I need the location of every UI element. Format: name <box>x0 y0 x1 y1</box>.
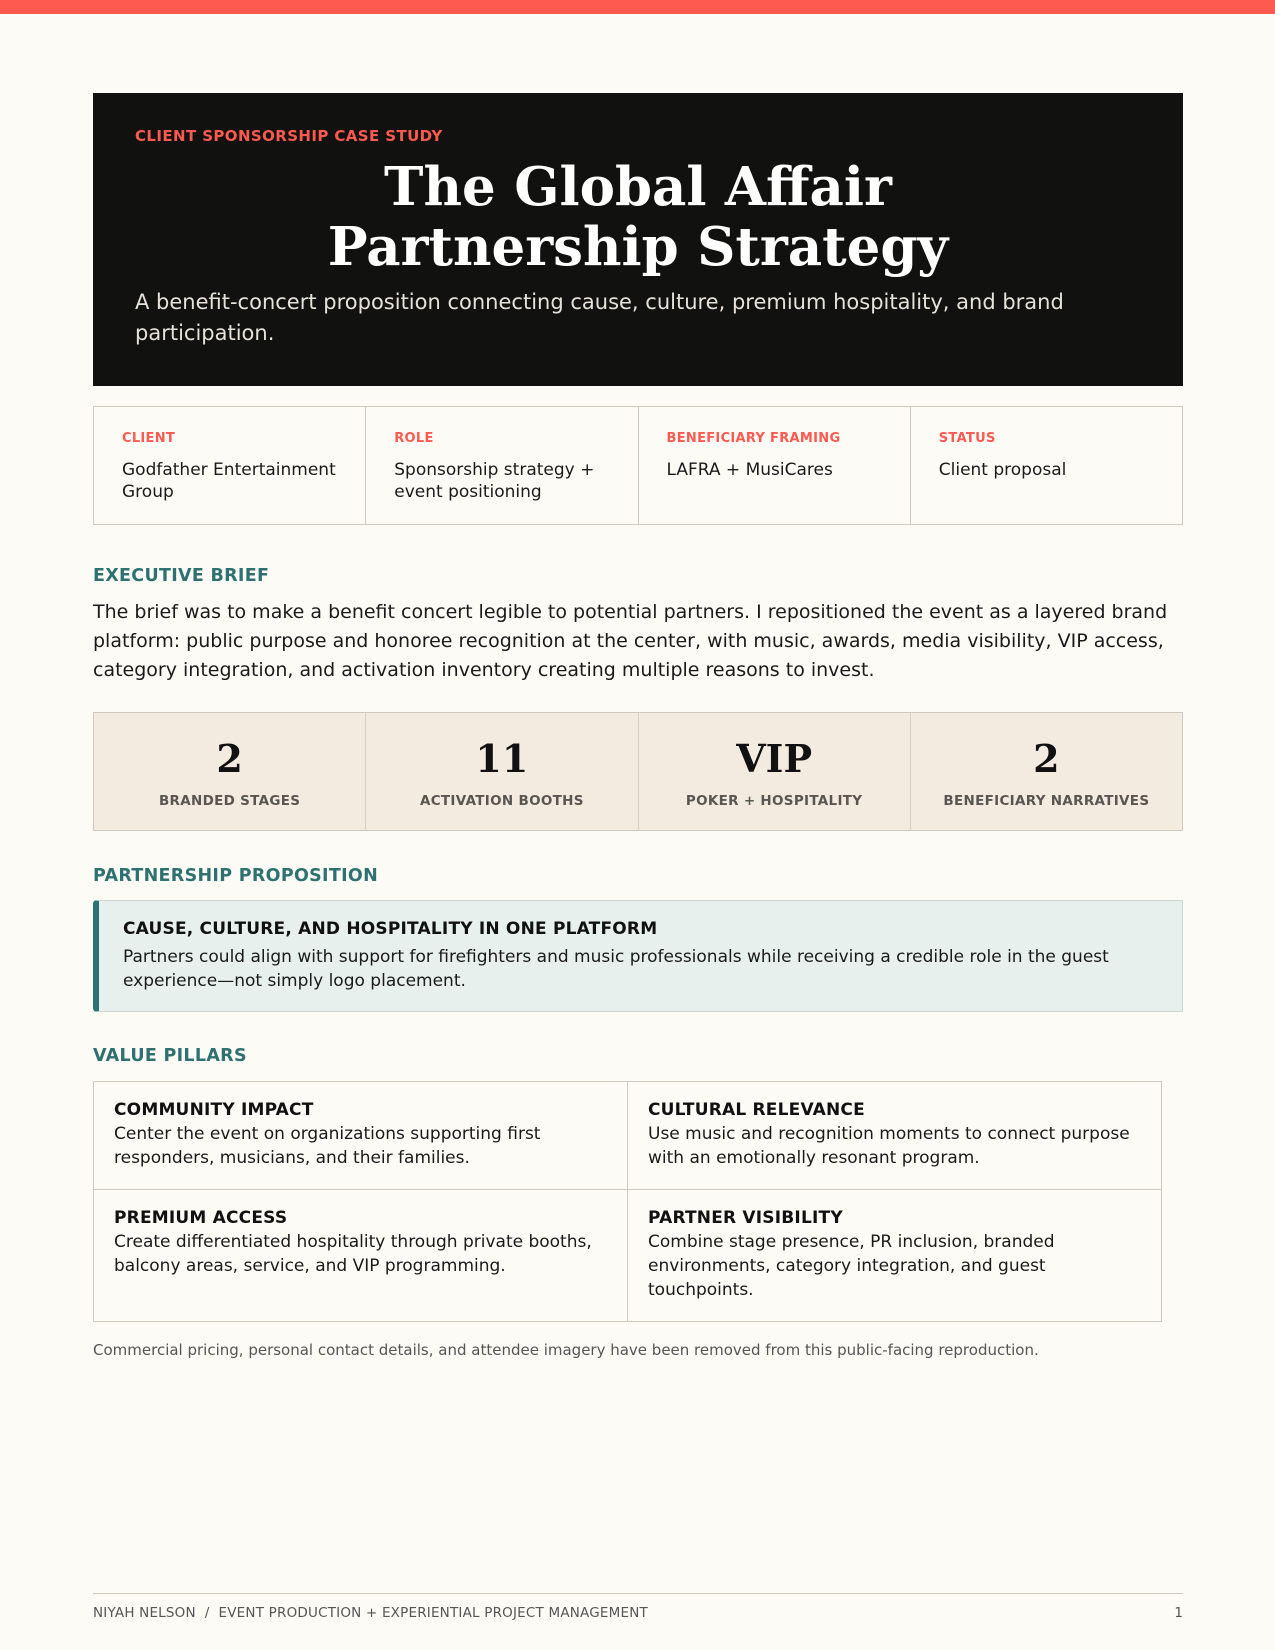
meta-client <box>94 407 366 524</box>
pillar-title: COMMUNITY IMPACT <box>114 1100 314 1120</box>
pillar-community-impact <box>94 1082 628 1190</box>
meta-status <box>911 407 1182 524</box>
page-title <box>135 157 1141 277</box>
project-meta-table <box>93 406 1183 525</box>
top-accent-bar <box>0 0 1275 14</box>
callout-title: CAUSE, CULTURE, AND HOSPITALITY IN ONE PLATFORM <box>123 919 658 939</box>
pillar-premium-access <box>94 1190 628 1321</box>
pillar-body: Center the event on organizations supporting first responders, musicians, and their families. <box>114 1124 541 1168</box>
meta-role <box>366 407 638 524</box>
stat-activation-booths <box>366 713 638 830</box>
hero-subtitle: A benefit-concert proposition connecting cause, culture, premium hospitality, and brand participation. <box>135 290 1064 345</box>
footer-author: NIYAH NELSON / EVENT PRODUCTION + EXPERIENTIAL PROJECT MANAGEMENT <box>93 1605 648 1621</box>
footer-divider <box>93 1593 1183 1594</box>
meta-value: Sponsorship strategy + event positioning <box>394 460 595 502</box>
meta-value: LAFRA + MusiCares <box>666 460 833 480</box>
meta-beneficiary <box>639 407 911 524</box>
executive-brief-heading: EXECUTIVE BRIEF <box>93 566 270 586</box>
meta-label: CLIENT <box>122 431 176 446</box>
meta-label: BENEFICIARY FRAMING <box>666 431 841 446</box>
stat-value: 2 <box>216 736 243 781</box>
partnership-proposition-heading: PARTNERSHIP PROPOSITION <box>93 866 379 886</box>
page-number: 1 <box>1174 1605 1183 1621</box>
stat-label: ACTIVATION BOOTHS <box>419 793 584 809</box>
meta-label: STATUS <box>938 431 996 446</box>
stats-strip <box>93 712 1183 831</box>
executive-brief-body: The brief was to make a benefit concert legible to potential partners. I repositioned the event as a layered brand platform: public purpose and honoree recognition at the center, with music, awards, media visibility, VIP access, category integration, and activation inventory creating multiple reasons to invest. <box>93 601 1168 681</box>
proposition-callout <box>93 900 1183 1012</box>
stat-branded-stages <box>94 713 366 830</box>
title-line-2: Partnership Strategy <box>327 216 949 278</box>
pillar-cultural-relevance <box>628 1082 1162 1190</box>
meta-label: ROLE <box>394 431 434 446</box>
stat-value: 2 <box>1033 736 1060 781</box>
pillar-title: CULTURAL RELEVANCE <box>648 1100 865 1120</box>
hero-eyebrow: CLIENT SPONSORSHIP CASE STUDY <box>135 127 443 145</box>
stat-label: BENEFICIARY NARRATIVES <box>943 793 1150 809</box>
meta-value: Godfather Entertainment Group <box>122 460 336 502</box>
reproduction-note: Commercial pricing, personal contact details, and attendee imagery have been removed from this public-facing reproduction. <box>93 1341 1039 1359</box>
callout-body: Partners could align with support for firefighters and music professionals while receiving a credible role in the guest experience—not simply logo placement. <box>123 947 1109 991</box>
stat-label: BRANDED STAGES <box>158 793 301 809</box>
title-line-1: The Global Affair <box>384 156 892 218</box>
pillar-body: Combine stage presence, PR inclusion, branded environments, category integration, and guest touchpoints. <box>648 1232 1055 1300</box>
hero-banner <box>93 93 1183 386</box>
pillar-body: Use music and recognition moments to connect purpose with an emotionally resonant program. <box>648 1124 1130 1168</box>
pillar-partner-visibility <box>628 1190 1162 1321</box>
pillar-title: PREMIUM ACCESS <box>114 1208 288 1228</box>
pillar-body: Create differentiated hospitality through private booths, balcony areas, service, and VIP programming. <box>114 1232 592 1276</box>
stat-vip <box>639 713 911 830</box>
stat-value: 11 <box>475 736 529 781</box>
meta-value: Client proposal <box>938 460 1067 480</box>
value-pillars-grid <box>93 1081 1162 1322</box>
value-pillars-heading: VALUE PILLARS <box>93 1046 247 1066</box>
stat-beneficiary-narratives <box>911 713 1182 830</box>
pillar-title: PARTNER VISIBILITY <box>648 1208 843 1228</box>
stat-value: VIP <box>736 736 813 781</box>
stat-label: POKER + HOSPITALITY <box>685 793 863 809</box>
